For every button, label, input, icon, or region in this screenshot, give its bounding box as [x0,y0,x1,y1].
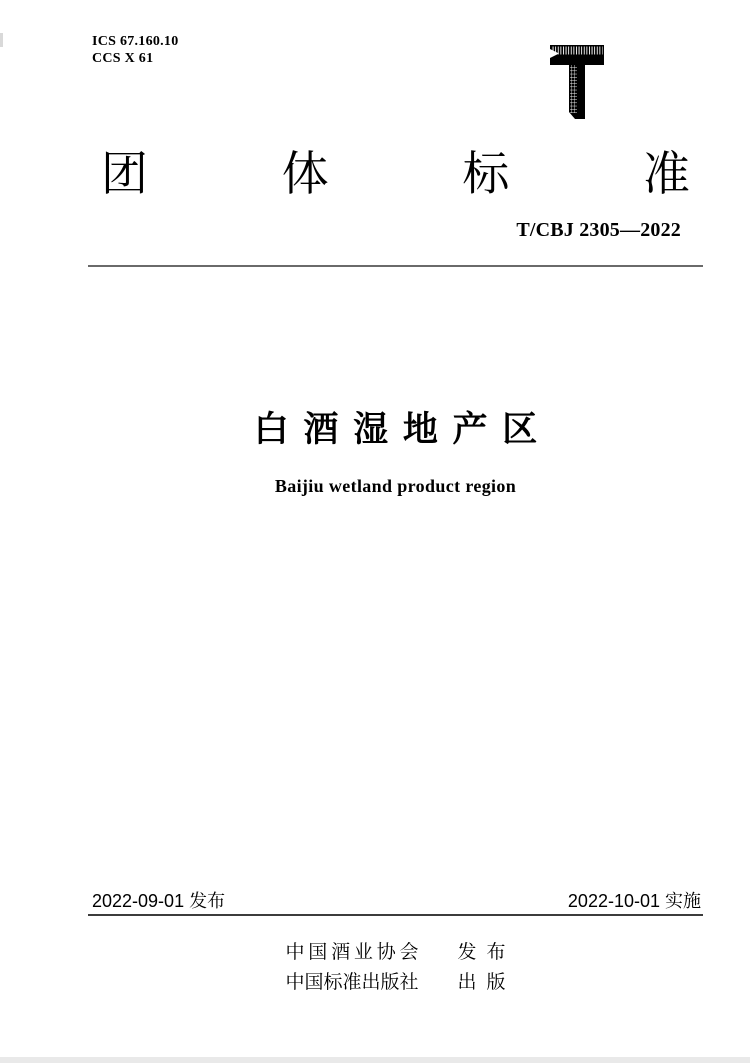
dates-row [88,890,703,912]
bottom-rule [88,914,703,916]
publisher-row [286,968,506,998]
team-standard-t-logo-icon [550,45,604,119]
publisher-org: 中国标准出版社 [285,972,419,993]
publishers-block [286,938,506,998]
standard-type-title: 团体标准 [101,147,690,200]
classification-codes [88,33,703,67]
ics-code: ICS 67.160.10 [92,34,179,49]
publisher-role: 发布 [457,942,506,963]
scan-bottom-strip [0,1057,750,1063]
document-title-chinese: 白酒湿地产区 [253,410,552,449]
top-rule [88,265,703,267]
publisher-org: 中国酒业协会 [285,942,419,963]
page-content [88,0,703,998]
publisher-row [286,938,506,968]
document-title-english: Baijiu wetland product region [274,476,517,496]
scan-edge-artifact [0,33,3,47]
issue-date: 2022-09-01 发布 [92,891,226,911]
header-row [88,0,703,118]
implement-date: 2022-10-01 实施 [567,891,701,911]
ccs-code: CCS X 61 [92,51,154,66]
publisher-role: 出版 [457,972,506,993]
standard-number: T/CBJ 2305—2022 [516,219,681,241]
